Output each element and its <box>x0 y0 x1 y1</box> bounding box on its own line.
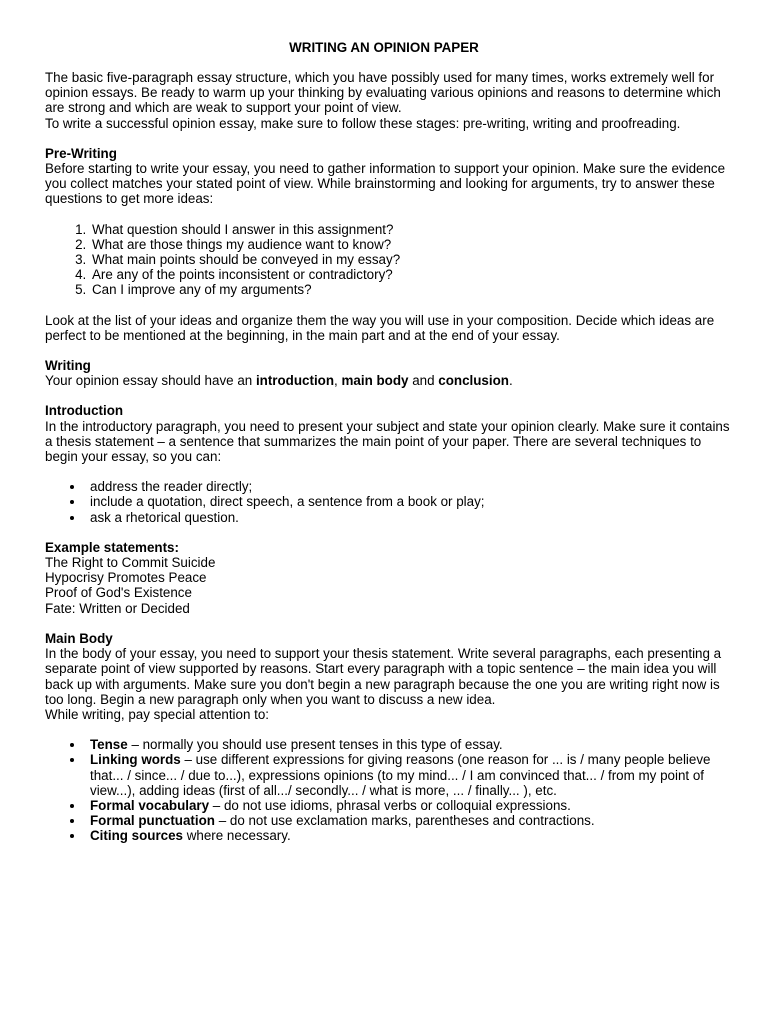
writing-heading: Writing <box>45 358 91 374</box>
example-statement: The Right to Commit Suicide <box>45 555 216 571</box>
main-body-heading: Main Body <box>45 630 113 646</box>
example-statement: Fate: Written or Decided <box>45 600 190 616</box>
introduction-heading: Introduction <box>45 403 124 419</box>
list-item: Formal vocabulary – do not use idioms, phrasal verbs or colloquial expressions. <box>45 798 735 813</box>
prewriting-paragraph: Before starting to write your essay, you need to gather information to support your opinion. Make sure the evidence you collect matches your stated point of view. While brainstorming and looking for arguments, try to answer these questions to get more ideas: <box>45 161 726 207</box>
main-body-paragraph: In the body of your essay, you need to support your thesis statement. Write several paragraphs, each presenting a separate point of view supported by reasons. Start every paragraph with a topic sentence – the main idea you will back up with arguments. Make sure you don't begin a new paragraph because the one you are writing right now is too long. Begin a new paragraph only when you want to discuss a new idea. <box>45 646 722 707</box>
writing-paragraph: Your opinion essay should have an introduction, main body and conclusion. <box>45 373 513 389</box>
list-item: 3. What main points should be conveyed in my essay? <box>90 252 735 267</box>
attention-list <box>45 737 735 843</box>
prewriting-heading: Pre-Writing <box>45 145 117 161</box>
example-statement: Hypocrisy Promotes Peace <box>45 570 207 586</box>
list-item: Linking words – use different expressions for giving reasons (one reason for ... is / many people believe that... / since... / due to...), expressions opinions (to my mind... / I am convinced that... / from my point of view...), adding ideas (first of all.../ secondly... / what is more, ... / finally... ), etc. <box>45 752 735 798</box>
list-item: Citing sources where necessary. <box>45 828 735 843</box>
list-item: 5. Can I improve any of my arguments? <box>90 282 735 297</box>
example-statement: Proof of God's Existence <box>45 585 192 601</box>
document-title: WRITING AN OPINION PAPER <box>289 40 479 55</box>
list-item: Formal punctuation – do not use exclamation marks, parentheses and contractions. <box>45 813 735 828</box>
intro-paragraph-2: To write a successful opinion essay, make sure to follow these stages: pre-writing, writing and proofreading. <box>45 115 681 131</box>
main-body-term: main body <box>341 373 409 389</box>
list-item: include a quotation, direct speech, a sentence from a book or play; <box>45 494 735 509</box>
list-item: address the reader directly; <box>45 479 735 494</box>
introduction-paragraph: In the introductory paragraph, you need to present your subject and state your opinion clearly. Make sure it contains a thesis statement – a sentence that summarizes the main point of your paper. There are several techniques to begin your essay, so you can: <box>45 418 730 465</box>
list-item: 1. What question should I answer in this assignment? <box>90 222 735 237</box>
list-item: ask a rhetorical question. <box>45 510 735 525</box>
list-item: Tense – normally you should use present tenses in this type of essay. <box>45 737 735 752</box>
examples-heading: Example statements: <box>45 539 179 555</box>
list-item: 2. What are those things my audience want to know? <box>90 237 735 252</box>
introduction-term: introduction <box>255 373 335 389</box>
intro-paragraph: The basic five-paragraph essay structure, which you have possibly used for many times, works extremely well for opinion essays. Be ready to warm up your thinking by evaluating various opinions and reasons to determine which are strong and which are weak to support your point of view. <box>45 70 721 116</box>
document-body <box>45 70 735 844</box>
attention-paragraph: While writing, pay special attention to: <box>45 706 270 722</box>
list-item: 4. Are any of the points inconsistent or contradictory? <box>90 267 735 282</box>
techniques-list <box>45 479 735 525</box>
questions-list <box>45 222 735 298</box>
organize-paragraph: Look at the list of your ideas and organize them the way you will use in your composition. Decide which ideas are perfect to be mentioned at the beginning, in the main part and at the end of your essay. <box>45 312 715 343</box>
conclusion-term: conclusion <box>438 373 509 389</box>
